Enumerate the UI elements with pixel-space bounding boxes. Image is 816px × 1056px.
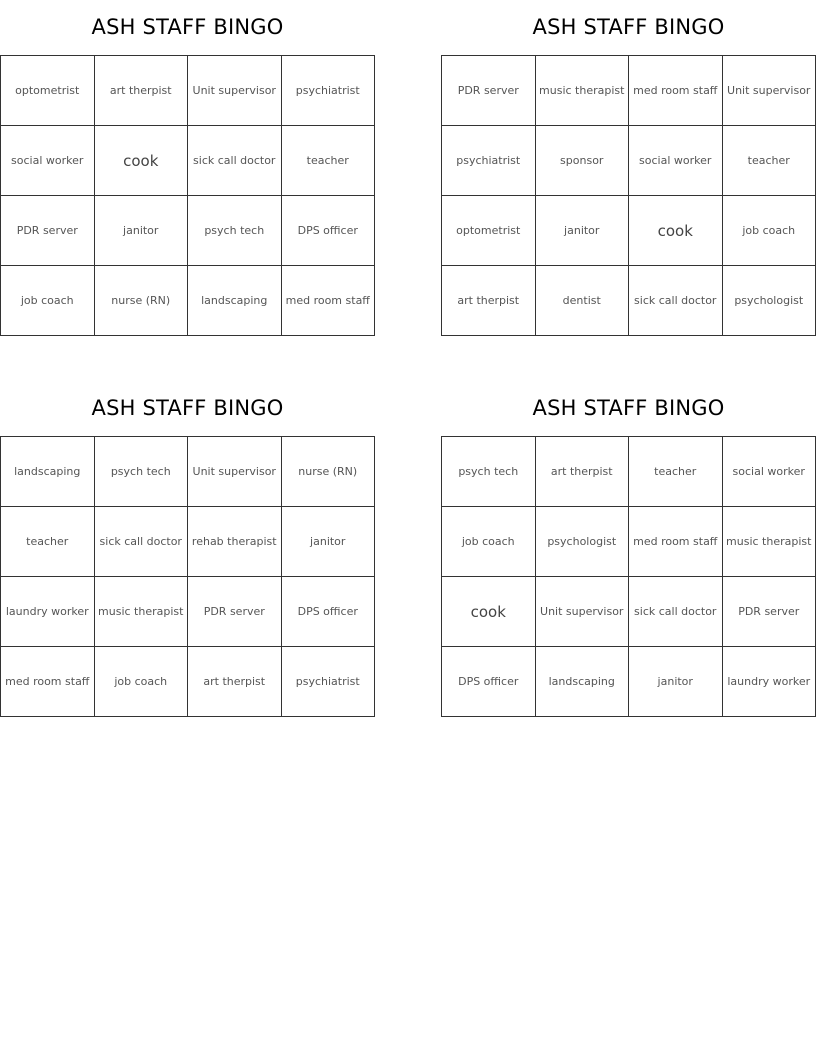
bingo-cell: med room staff <box>629 56 723 126</box>
bingo-cell: DPS officer <box>282 577 376 647</box>
bingo-cell: nurse (RN) <box>95 266 189 336</box>
bingo-cell: psychologist <box>536 507 630 577</box>
bingo-cell: teacher <box>282 126 376 196</box>
bingo-cell: Unit supervisor <box>188 437 282 507</box>
bingo-cell: sick call doctor <box>629 577 723 647</box>
bingo-cell: psychologist <box>723 266 816 336</box>
bingo-cell: PDR server <box>442 56 536 126</box>
bingo-cell: cook <box>95 126 189 196</box>
bingo-grid <box>0 436 375 717</box>
bingo-cell: job coach <box>1 266 95 336</box>
bingo-cell: Unit supervisor <box>188 56 282 126</box>
card-title: ASH STAFF BINGO <box>91 396 284 420</box>
bingo-cell: psych tech <box>95 437 189 507</box>
bingo-cell: laundry worker <box>1 577 95 647</box>
bingo-cell: psych tech <box>188 196 282 266</box>
bingo-cell: janitor <box>536 196 630 266</box>
bingo-card-1 <box>0 0 375 336</box>
bingo-cell: art therpist <box>188 647 282 717</box>
bingo-cell: landscaping <box>536 647 630 717</box>
card-title: ASH STAFF BINGO <box>532 15 725 39</box>
bingo-cell: psych tech <box>442 437 536 507</box>
bingo-cell: art therpist <box>95 56 189 126</box>
bingo-cell: music therapist <box>95 577 189 647</box>
bingo-cell: social worker <box>1 126 95 196</box>
bingo-cell: PDR server <box>723 577 816 647</box>
bingo-cell: psychiatrist <box>282 647 376 717</box>
bingo-cell: sick call doctor <box>629 266 723 336</box>
bingo-cell: social worker <box>723 437 816 507</box>
card-title: ASH STAFF BINGO <box>91 15 284 39</box>
bingo-cell: DPS officer <box>282 196 376 266</box>
bingo-cell: sick call doctor <box>95 507 189 577</box>
bingo-cell: cook <box>629 196 723 266</box>
bingo-cell: job coach <box>95 647 189 717</box>
bingo-cell: PDR server <box>1 196 95 266</box>
bingo-cell: janitor <box>95 196 189 266</box>
bingo-cell: med room staff <box>282 266 376 336</box>
bingo-cell: psychiatrist <box>442 126 536 196</box>
bingo-cell: sick call doctor <box>188 126 282 196</box>
bingo-cell: psychiatrist <box>282 56 376 126</box>
bingo-cell: Unit supervisor <box>536 577 630 647</box>
bingo-cell: med room staff <box>1 647 95 717</box>
bingo-cell: cook <box>442 577 536 647</box>
bingo-card-4 <box>441 381 816 717</box>
bingo-cell: teacher <box>1 507 95 577</box>
bingo-cell: job coach <box>442 507 536 577</box>
bingo-grid <box>441 436 816 717</box>
bingo-cell: janitor <box>629 647 723 717</box>
bingo-cell: DPS officer <box>442 647 536 717</box>
bingo-cell: job coach <box>723 196 816 266</box>
bingo-cell: PDR server <box>188 577 282 647</box>
bingo-cell: med room staff <box>629 507 723 577</box>
bingo-cell: landscaping <box>1 437 95 507</box>
bingo-cell: teacher <box>629 437 723 507</box>
bingo-card-2 <box>441 0 816 336</box>
bingo-cell: laundry worker <box>723 647 816 717</box>
bingo-cell: social worker <box>629 126 723 196</box>
bingo-cell: optometrist <box>1 56 95 126</box>
bingo-cell: dentist <box>536 266 630 336</box>
bingo-cell: teacher <box>723 126 816 196</box>
bingo-cell: music therapist <box>723 507 816 577</box>
bingo-grid <box>0 55 375 336</box>
bingo-grid <box>441 55 816 336</box>
bingo-cell: sponsor <box>536 126 630 196</box>
bingo-cell: music therapist <box>536 56 630 126</box>
bingo-cell: nurse (RN) <box>282 437 376 507</box>
bingo-cell: janitor <box>282 507 376 577</box>
card-title: ASH STAFF BINGO <box>532 396 725 420</box>
bingo-cell: art therpist <box>536 437 630 507</box>
bingo-cell: optometrist <box>442 196 536 266</box>
bingo-cell: art therpist <box>442 266 536 336</box>
bingo-card-3 <box>0 381 375 717</box>
bingo-cell: Unit supervisor <box>723 56 816 126</box>
bingo-cell: rehab therapist <box>188 507 282 577</box>
bingo-cell: landscaping <box>188 266 282 336</box>
